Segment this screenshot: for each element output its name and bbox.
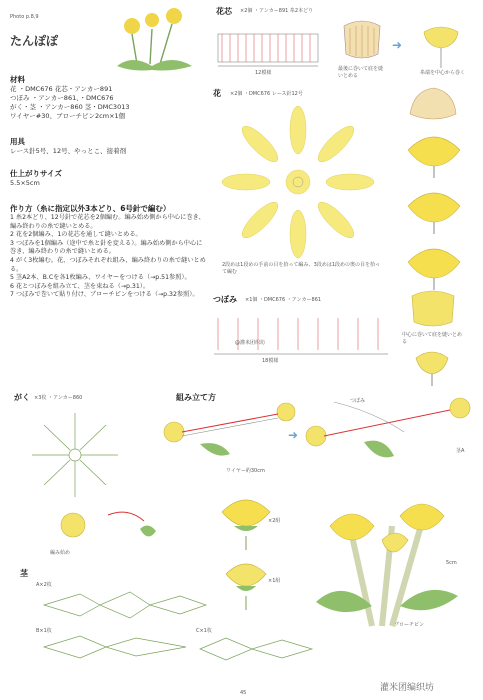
tsubomi-finished-illustration [412, 348, 452, 388]
materials-line: がく・茎 ・アンカー860 茎・DMC3013 [10, 103, 130, 111]
kashin-sew-note: 最後に巻いて底を縫いとめる [338, 66, 384, 79]
method-step: 5 茎A2本、B.Cを各1枚編み、ワイヤーをつける（→p.51参照）。 [10, 274, 191, 282]
flower-chart [208, 100, 388, 265]
materials-line: ワイヤー#30、ブローチピン2cm×1個 [10, 112, 126, 120]
tsubomi-heading: つぼみ [213, 295, 237, 304]
assembly-stem-label: 茎A [456, 448, 465, 454]
tsubomi-count: 18模様 [262, 358, 279, 364]
flower-heading: 花 [213, 89, 221, 98]
method-step: 2 花を2個編み、1の花芯を通して縫いとめる。 [10, 231, 142, 239]
tsubomi-roll-illustration [408, 290, 458, 330]
flower-caption: 2段めは1段めの手前の目を拾って編み、3段めは1段めの奥の目を拾って編む [222, 262, 381, 275]
flower-roll-illustration [404, 84, 464, 130]
materials-line: つぼみ ・アンカー861、・DMC676 [10, 94, 114, 102]
kashin-roll-illustration [338, 18, 386, 63]
assembly-illustration-1 [160, 400, 300, 470]
kashin-heading: 花芯 [216, 7, 232, 16]
assembly-flower-gaku-2 [216, 556, 276, 612]
kuki-a-label: A×2枚 [36, 582, 52, 588]
tsubomi-sew-note: 中心に巻いて底を縫いとめる [402, 332, 463, 345]
size-text: 5.5×5cm [10, 179, 40, 187]
flower-stage-3 [404, 184, 464, 234]
photo-label: Photo p.8,9 [10, 14, 39, 20]
flower-stage-4 [404, 240, 464, 290]
assembly-count-2: ×1組 [268, 578, 281, 584]
kuki-c-chart [196, 636, 316, 662]
watermark-small: @灌米团织坊 [235, 340, 266, 346]
flower-note: ×2個 ・DMC676 レース針12号 [230, 91, 303, 97]
assembly-tsubomi-label: つぼみ [350, 398, 366, 404]
watermark: 灌米团编织坊 [380, 683, 435, 693]
kuki-a-chart [40, 590, 210, 620]
arrow-icon: ➜ [392, 38, 403, 52]
method-heading: 作り方（糸に指定以外3本どり、6号針で編む） [10, 204, 171, 213]
wire-label: ワイヤー約30cm [226, 468, 265, 474]
kashin-finished-illustration [420, 22, 462, 72]
tsubomi-note: ×1個 ・DMC676 ・アンカー861 [245, 297, 322, 303]
flower-stage-2 [404, 128, 464, 178]
page-number: 45 [240, 690, 247, 696]
kashin-roll-note: 糸端を中心から巻く [420, 70, 466, 76]
size-heading: 仕上がりサイズ [10, 169, 62, 178]
tools-heading: 用具 [10, 137, 25, 146]
page-title: たんぽぽ [10, 34, 59, 48]
kuki-heading: 茎 [20, 569, 28, 578]
method-step: 7 つぼみで巻いて貼り付け、ブローチピンをつける（→p.32参照）。 [10, 291, 199, 299]
gaku-note: ×3枚 ・アンカー860 [34, 395, 83, 401]
materials-line: 花 ・DMC676 花芯・アンカー891 [10, 85, 113, 93]
dandelion-illustration [112, 4, 197, 74]
kuki-b-chart [40, 634, 190, 660]
arrow-icon: ➜ [288, 428, 299, 442]
gaku-start: 編み始め [50, 550, 71, 556]
materials-heading: 材料 [10, 75, 25, 84]
size-label: 5cm [446, 560, 457, 566]
kashin-count: 12模様 [255, 70, 272, 76]
brooch-label: ブローチピン [394, 622, 425, 628]
method-step: 4 がく3枚編む。花、つぼみそれぞれ組み、編み終わりの糸で縫いとめる。 [10, 256, 206, 273]
method-step: 3 つぼみを1個編み（途中で糸と針を変える）。編み始め側から中心に巻き、編み終わりの糸で縫いとめる。 [10, 239, 203, 256]
method-step: 6 花とつぼみを組み立て、茎を束ねる（→p.31）。 [10, 282, 150, 290]
method-step: 1 糸2本どり、12号針で花芯を2個編む。編み始め側から中心に巻き、編み終わりの糸で縫いとめる。 [10, 214, 205, 230]
assembly-illustration-2 [304, 392, 474, 472]
kashin-note: ×2個 ・アンカー891 糸2本どり [240, 8, 314, 14]
assembly-flower-gaku-1 [216, 492, 276, 552]
tools-text: レース針5号、12号、やっとこ、接着剤 [10, 147, 127, 155]
assembly-heading: 組み立て方 [176, 393, 216, 402]
kuki-b-label: B×1枚 [36, 628, 52, 634]
gaku-chart [20, 405, 130, 505]
assembly-count-1: ×2組 [268, 518, 281, 524]
final-bouquet-illustration [312, 496, 462, 646]
kuki-c-label: C×1枚 [196, 628, 212, 634]
gaku-heading: がく [14, 393, 30, 402]
